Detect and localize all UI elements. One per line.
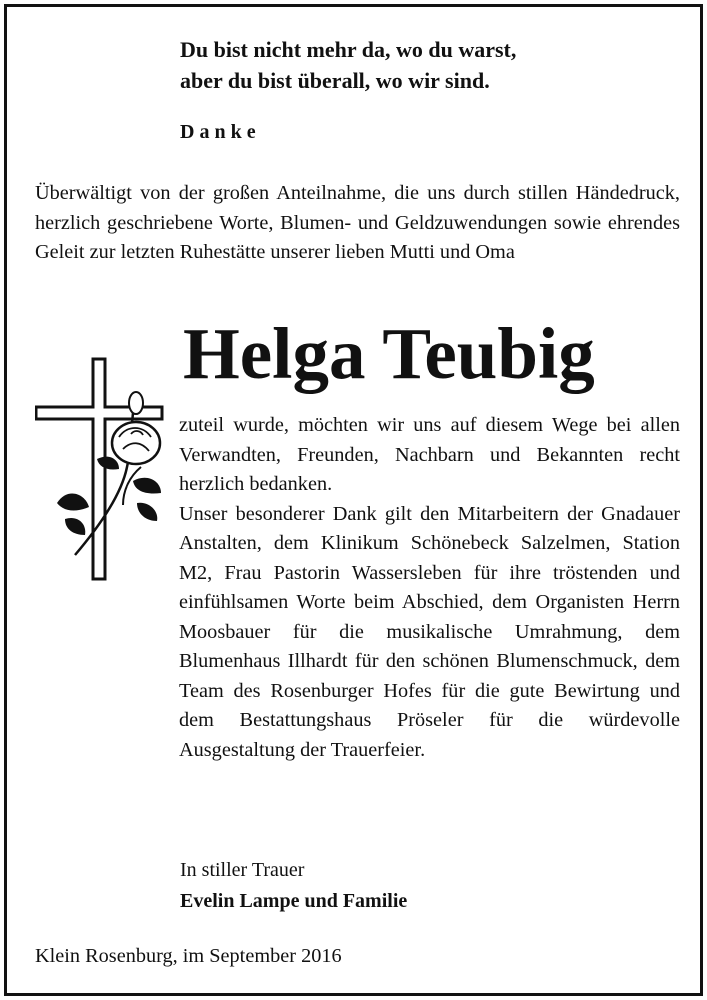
body-paragraph: zuteil wurde, möchten wir uns auf diesem Wege bei allen Verwandten, Freunden, Nachbarn und Bekannten recht herzlich bedanken. — [179, 414, 680, 495]
deceased-name: Helga Teubig — [183, 313, 595, 394]
cross-with-rose-icon — [35, 355, 171, 583]
motto-line: Du bist nicht mehr da, wo du warst, — [180, 37, 517, 62]
family-names: Evelin Lampe und Familie — [180, 890, 408, 912]
notice-frame — [4, 4, 703, 996]
intro-paragraph: Überwältigt von der großen Anteilnahme, die uns durch stillen Händedruck, herzlich geschriebene Worte, Blumen- und Geldzuwendungen sowie ehrendes Geleit zur letzten Ruhestätte unserer lieben Mutti und Oma — [35, 182, 680, 263]
body-paragraph: Unser besonderer Dank gilt den Mitarbeitern der Gnadauer Anstalten, dem Klinikum Schönebeck Salzelmen, Station M2, Frau Pastorin Wassersleben für ihre tröstenden und einfühlsamen Worte beim Abschied, dem Organisten Herrn Moosbauer für die musikalische Umrahmung, dem Blumenhaus Illhardt für den schönen Blumenschmuck, dem Team des Rosenburger Hofes für die gute Bewirtung und dem Bestattungshaus Pröseler für die würdevolle Ausgestaltung der Trauerfeier. — [179, 502, 680, 761]
motto-line: aber du bist überall, wo wir sind. — [180, 68, 490, 93]
place-date: Klein Rosenburg, im September 2016 — [35, 945, 342, 967]
motto — [180, 34, 516, 96]
thanks-heading: Danke — [180, 121, 261, 143]
signature-block — [180, 855, 407, 917]
closing-line: In stiller Trauer — [180, 859, 305, 881]
body-text — [179, 411, 680, 765]
